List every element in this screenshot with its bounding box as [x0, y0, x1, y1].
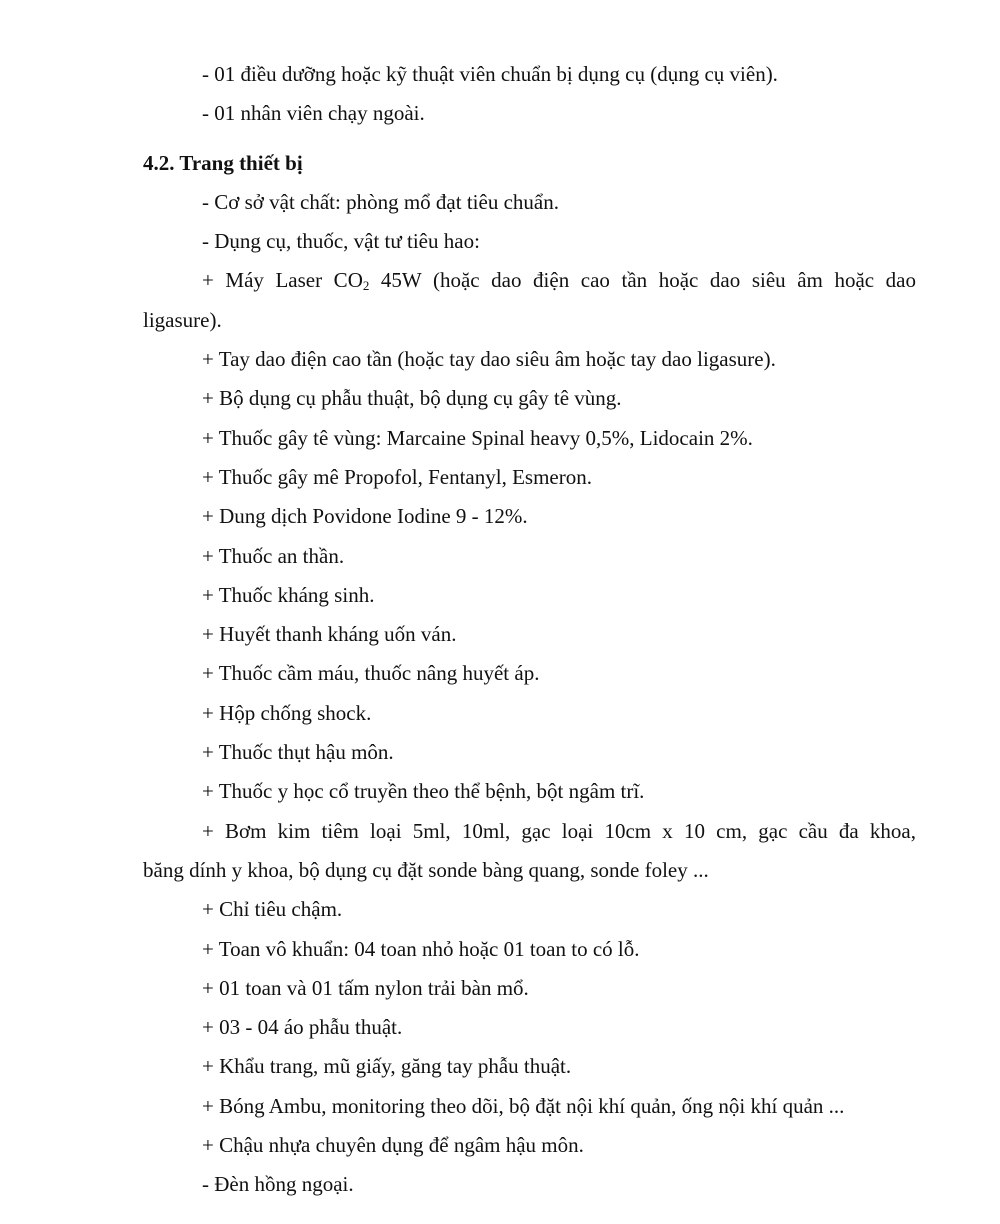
- paragraph-line: - Dụng cụ, thuốc, vật tư tiêu hao:: [202, 229, 480, 254]
- paragraph-line: + Chỉ tiêu chậm.: [202, 897, 343, 922]
- paragraph-line: + Khẩu trang, mũ giấy, găng tay phẫu thuật.: [202, 1054, 572, 1079]
- paragraph-line: + Hộp chống shock.: [202, 700, 372, 725]
- paragraph-line: + Bộ dụng cụ phẫu thuật, bộ dụng cụ gây tê vùng.: [202, 386, 622, 411]
- paragraph-line: + Thuốc y học cổ truyền theo thể bệnh, bột ngâm trĩ.: [202, 779, 645, 804]
- paragraph-line: + 03 - 04 áo phẫu thuật.: [202, 1015, 403, 1040]
- text-run: 45W (hoặc dao điện cao tần hoặc dao siêu âm hoặc dao: [369, 268, 916, 293]
- paragraph-line: + Thuốc gây mê Propofol, Fentanyl, Esmeron.: [202, 464, 592, 489]
- paragraph-continuation: băng dính y khoa, bộ dụng cụ đặt sonde bàng quang, sonde foley ...: [143, 857, 709, 882]
- section-heading: 4.2. Trang thiết bị: [143, 150, 303, 175]
- text-run: + Máy Laser CO: [202, 268, 363, 293]
- paragraph-line: + Thuốc an thần.: [202, 543, 345, 568]
- paragraph-line: - Đèn hồng ngoại.: [202, 1172, 354, 1197]
- paragraph-line: + Toan vô khuẩn: 04 toan nhỏ hoặc 01 toan to có lỗ.: [202, 936, 640, 961]
- paragraph-line: + Dung dịch Povidone Iodine 9 - 12%.: [202, 504, 528, 529]
- paragraph-continuation: ligasure).: [143, 307, 222, 332]
- paragraph-line: + Tay dao điện cao tần (hoặc tay dao siêu âm hoặc tay dao ligasure).: [202, 347, 776, 372]
- paragraph-line: + Thuốc gây tê vùng: Marcaine Spinal heavy 0,5%, Lidocain 2%.: [202, 425, 753, 450]
- paragraph-line: - 01 điều dưỡng hoặc kỹ thuật viên chuẩn bị dụng cụ (dụng cụ viên).: [202, 62, 778, 86]
- paragraph-line-justified: [143, 261, 916, 300]
- paragraph-line: + Thuốc cầm máu, thuốc nâng huyết áp.: [202, 661, 540, 686]
- paragraph-line: + Thuốc kháng sinh.: [202, 582, 375, 607]
- paragraph-line: + Bóng Ambu, monitoring theo dõi, bộ đặt nội khí quản, ống nội khí quản ...: [202, 1093, 845, 1118]
- document-page: [143, 55, 916, 1205]
- paragraph-line: + Huyết thanh kháng uốn ván.: [202, 622, 457, 647]
- paragraph-line: + 01 toan và 01 tấm nylon trải bàn mổ.: [202, 975, 529, 1000]
- paragraph-line: - Cơ sở vật chất: phòng mổ đạt tiêu chuẩn.: [202, 189, 559, 214]
- paragraph-line: + Chậu nhựa chuyên dụng để ngâm hậu môn.: [202, 1133, 584, 1158]
- subscript: 2: [362, 278, 370, 294]
- paragraph-line-justified: + Bơm kim tiêm loại 5ml, 10ml, gạc loại 10cm x 10 cm, gạc cầu đa khoa,: [202, 818, 916, 843]
- paragraph-line: - 01 nhân viên chạy ngoài.: [202, 101, 425, 126]
- paragraph-line: + Thuốc thụt hậu môn.: [202, 740, 394, 765]
